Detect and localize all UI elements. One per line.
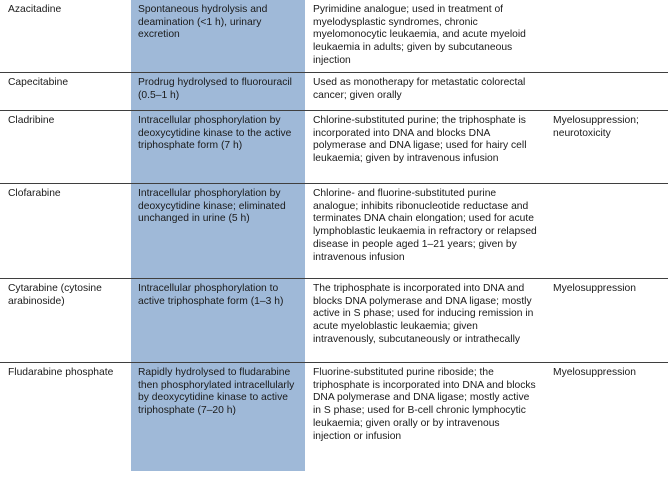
table-row	[0, 279, 668, 363]
notes-cell: Used as monotherapy for metastatic colorectal cancer; given orally	[305, 73, 543, 111]
notes-cell: Pyrimidine analogue; used in treatment of myelodysplastic syndromes, chronic myelomonocytic leukaemia, and acute myeloid leukaemia in adults; given by subcutaneous injection	[305, 0, 543, 73]
drug-name-cell: Azacitadine	[0, 0, 131, 73]
drug-name-cell: Cladribine	[0, 111, 131, 184]
toxicity-cell: Myelosuppression	[543, 279, 668, 363]
toxicity-cell: Myelosuppression; neurotoxicity	[543, 111, 668, 184]
toxicity-cell: Myelosuppression	[553, 367, 636, 378]
drug-name-cell: Clofarabine	[0, 184, 131, 279]
drug-name-cell: Cytarabine (cytosine arabinoside)	[0, 279, 131, 363]
drug-name-cell: Fludarabine phosphate	[8, 367, 114, 378]
table-row	[0, 111, 668, 184]
pharmacokinetics-cell: Intracellular phosphorylation by deoxycytidine kinase; eliminated unchanged in urine (5 h)	[131, 184, 305, 279]
pharmacokinetics-cell: Spontaneous hydrolysis and deamination (<1 h), urinary excretion	[131, 0, 305, 73]
notes-cell: The triphosphate is incorporated into DNA and blocks DNA polymerase and DNA ligase; mostly active in S phase; used for inducing remission in acute myeloblastic leukaemia; given intravenously, subcutaneously or intrathecally	[305, 279, 543, 363]
table-row	[0, 363, 668, 472]
table-row	[0, 0, 668, 73]
notes-cell: Chlorine-substituted purine; the triphosphate is incorporated into DNA and blocks DNA polymerase and DNA ligase; used for hairy cell leukaemia; given by intravenous infusion	[305, 111, 543, 184]
pharmacokinetics-cell: Intracellular phosphorylation to active triphosphate form (1–3 h)	[131, 279, 305, 363]
toxicity-cell	[543, 0, 668, 73]
notes-cell: Fluorine-substituted purine riboside; the triphosphate is incorporated into DNA and blocks DNA polymerase and DNA ligase; mostly active in S phase; used for B-cell chronic lymphocytic leukaemia; given orally or by intravenous injection or infusion	[313, 367, 536, 442]
toxicity-cell	[543, 73, 668, 111]
toxicity-cell	[543, 184, 668, 279]
pharmacokinetics-cell: Prodrug hydrolysed to fluorouracil (0.5–1 h)	[131, 73, 305, 111]
notes-cell: Chlorine- and fluorine-substituted purine analogue; inhibits ribonucleotide reductase and terminates DNA chain elongation; used for acute lymphoblastic leukaemia in refractory or relapsed disease in people aged 1–21 years; given by intravenous infusion	[305, 184, 543, 279]
table-row	[0, 73, 668, 111]
pharmacokinetics-cell: Intracellular phosphorylation by deoxycytidine kinase to the active triphosphate form (7 h)	[131, 111, 305, 184]
table-row	[0, 184, 668, 279]
drug-name-cell: Capecitabine	[0, 73, 131, 111]
pharmacokinetics-cell: Rapidly hydrolysed to fludarabine then phosphorylated intracellularly by deoxycytidine kinase to active triphosphate (7–20 h)	[131, 363, 305, 472]
